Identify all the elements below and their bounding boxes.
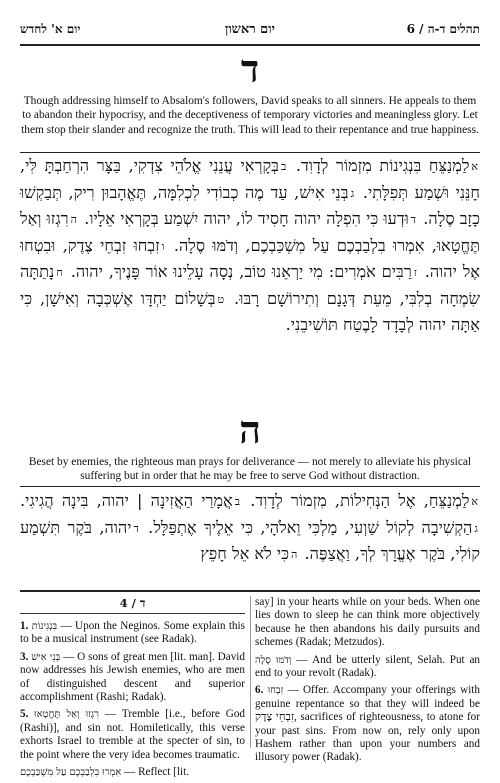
- commentary-divider: [20, 590, 480, 592]
- verse-number: ה: [70, 213, 77, 226]
- verse-text: בְּנֵי אִישׁ, עַד מֶה כְבוֹדִי לִכְלִמָּה, תֶּאֱהָבוּן רִיק, תְּבַקְשׁוּ כָזָב סֶלָה.: [20, 182, 480, 228]
- commentary-title-rule: [20, 613, 245, 614]
- verse-text: לַמְנַצֵּחַ בִּנְגִינוֹת מִזְמוֹר לְדָוִד.: [288, 156, 470, 175]
- verse-text: הַקְשִׁיבָה לְקוֹל שַׁוְעִי, מַלְכִּי וֵאלֹהָי, כִּי אֵלֶיךָ אֶתְפַּלָּל.: [140, 517, 473, 537]
- note-hebrew-lemma: בְּנֵי אִישׁ: [31, 651, 61, 663]
- note-hebrew-lemma: בִּנְגִינוֹת: [31, 621, 58, 632]
- verse-number: א: [471, 160, 479, 173]
- commentary-note: [255, 596, 480, 650]
- verse-number: ו: [161, 239, 165, 253]
- verse-text: בְּשָׁלוֹם יַחְדָּו אֶשְׁכְּבָה וְאִישָׁן, כִּי אַתָּה יהוה לְבָדָד לָבֶטַח תּוֹשִׁיבֵנִי.: [20, 288, 480, 334]
- verse-text: בְּקָרְאִי עֲנֵנִי אֱלֹהֵי צִדְקִי, בַּצָּר הִרְחַבְתָּ לִּי, חָנֵּנִי וּשְׁמַע תְּפִלָּתִי.: [20, 156, 480, 202]
- note-number: 1.: [20, 620, 32, 632]
- note-text: — And be utterly silent, Selah. Put an end to your revolt (Radak).: [255, 653, 481, 680]
- note-text: — Offer. Accompany your offerings with genuine repentance so that they will indeed be זִבְחֵי צֶדֶק, sacrifices of righteousness, to atone for your past sins. From now on, rely only upon Hashem rather than upon your numbers and illusory power (Radak).: [255, 684, 481, 764]
- verse-number: ט: [217, 292, 225, 306]
- psalm-4-heading: ד: [240, 46, 260, 91]
- note-hebrew-lemma: אִמְרוּ בִלְבַבְכֶם עַל מִשְׁכַּבְכֶם: [20, 767, 122, 779]
- verse-text: יהוה, בֹּקֶר תִּשְׁמַע קוֹלִי, בֹּקֶר אֶעֱרָךְ לְךָ, וַאֲצַפֶּה.: [20, 517, 480, 563]
- note-text: — Reflect [lit.: [121, 766, 190, 779]
- verse-number: ב: [280, 160, 287, 173]
- note-text: say] in your hearts while on your beds. When one lies down to sleep he can think more objectively because he then abandons his daily pursuits and schemes (Radak; Metzudos).: [255, 596, 480, 649]
- commentary-note: [20, 620, 245, 647]
- verse-number: ב: [234, 495, 241, 508]
- psalm-4-text: [20, 153, 480, 338]
- commentary-title: 4 / ד: [119, 596, 146, 610]
- verse-text: נָתַתָּה שִׂמְחָה בְלִבִּי, מֵעֵת דְּגָנָם וְתִירוֹשָׁם רָבּוּ.: [20, 262, 480, 308]
- column-divider: [250, 596, 251, 748]
- header-date: יום א' לחדש: [20, 22, 81, 36]
- verse-number: ד: [133, 521, 139, 535]
- note-hebrew-lemma: זִבְחוּ: [267, 685, 284, 697]
- verse-text: וּדְעוּ כִּי הִפְלָה יהוה חָסִיד לוֹ, יהוה יִשְׁמַע בְּקָרְאִי אֵלָיו.: [78, 209, 409, 228]
- verse-number: ג: [474, 521, 478, 535]
- verse-number: ג: [350, 186, 355, 200]
- verse-number: א: [471, 495, 479, 508]
- note-text: — Upon the Neginos. Some explain this to be a musical instrument (see Radak).: [20, 620, 245, 646]
- header-day: יום ראשון: [225, 22, 275, 37]
- note-text: — O sons of great men [lit. man]. David now addresses his Jewish enemies, who are men of distinguished descent and superior accomplishment (Rashi; Radak).: [20, 650, 245, 704]
- verse-text: רִגְזוּ וְאַל תֶּחֱטָאוּ, אִמְרוּ בִלְבַבְכֶם עַל מִשְׁכַּבְכֶם, וְדֹמּוּ סֶלָה.: [20, 209, 480, 255]
- verse-text: לַמְנַצֵּחַ, אֶל הַנְּחִילוֹת, מִזְמוֹר לְדָוִד.: [242, 491, 470, 510]
- psalm-5-heading: ה: [239, 407, 261, 452]
- running-header: [20, 10, 480, 46]
- verse-text: זִבְחוּ זִבְחֵי צֶדֶק, וּבִטְחוּ אֶל יהוה.: [20, 235, 480, 281]
- psalm-5-text: [20, 488, 480, 568]
- commentary-note: [20, 766, 245, 779]
- commentary-column-left: [20, 620, 245, 783]
- psalm-5-intro-rule: [20, 486, 480, 487]
- commentary-note: [20, 708, 245, 762]
- note-number: 3.: [20, 650, 32, 663]
- header-page-ref: 6 / תהלים ד-ה: [406, 22, 480, 36]
- note-number: 5.: [20, 708, 35, 721]
- note-hebrew-lemma: וְדֹמּוּ סֶלָה: [255, 654, 292, 666]
- verse-text: רַבִּים אֹמְרִים: מִי יַרְאֵנוּ טוֹב, נְסָה עָלֵינוּ אוֹר פָּנֶיךָ, יהוה.: [64, 262, 412, 281]
- verse-number: ח: [56, 266, 63, 279]
- verse-number: ה: [291, 548, 298, 561]
- note-hebrew-lemma: רִגְזוּ וְאַל תֶּחֱטָאוּ: [34, 709, 99, 721]
- verse-text: אֲמָרַי הַאֲזִינָה | יהוה, בִּינָה הֲגִיגִי.: [20, 491, 233, 510]
- verse-text: כִּי לֹא אֵל חָפֵץ: [200, 544, 290, 563]
- note-text: — Tremble [i.e., before God (Rashi)], and sin not. Homiletically, this verse exhorts Israel to tremble at the specter of sin, to the point where the very idea becomes traumatic.: [20, 708, 246, 761]
- psalm-4-intro: Though addressing himself to Absalom's followers, David speaks to all sinners. He appeals to them to abandon their hypocrisy, and the deceptiveness of temporary victories and meaningless glory. Let them stop their slander and recognize the truth. This will lead to their repentance and true happiness.: [21, 95, 479, 136]
- psalm-5-intro: Beset by enemies, the righteous man prays for deliverance — not merely to alleviate his physical suffering but in order that he may be free to serve God without distraction.: [28, 456, 472, 483]
- note-number: 6.: [255, 684, 268, 697]
- commentary-note: [255, 654, 480, 681]
- verse-number: ד: [410, 213, 417, 226]
- commentary-note: [20, 651, 245, 705]
- verse-number: ז: [413, 266, 417, 279]
- commentary-note: [255, 684, 480, 764]
- commentary-column-right: [255, 596, 480, 769]
